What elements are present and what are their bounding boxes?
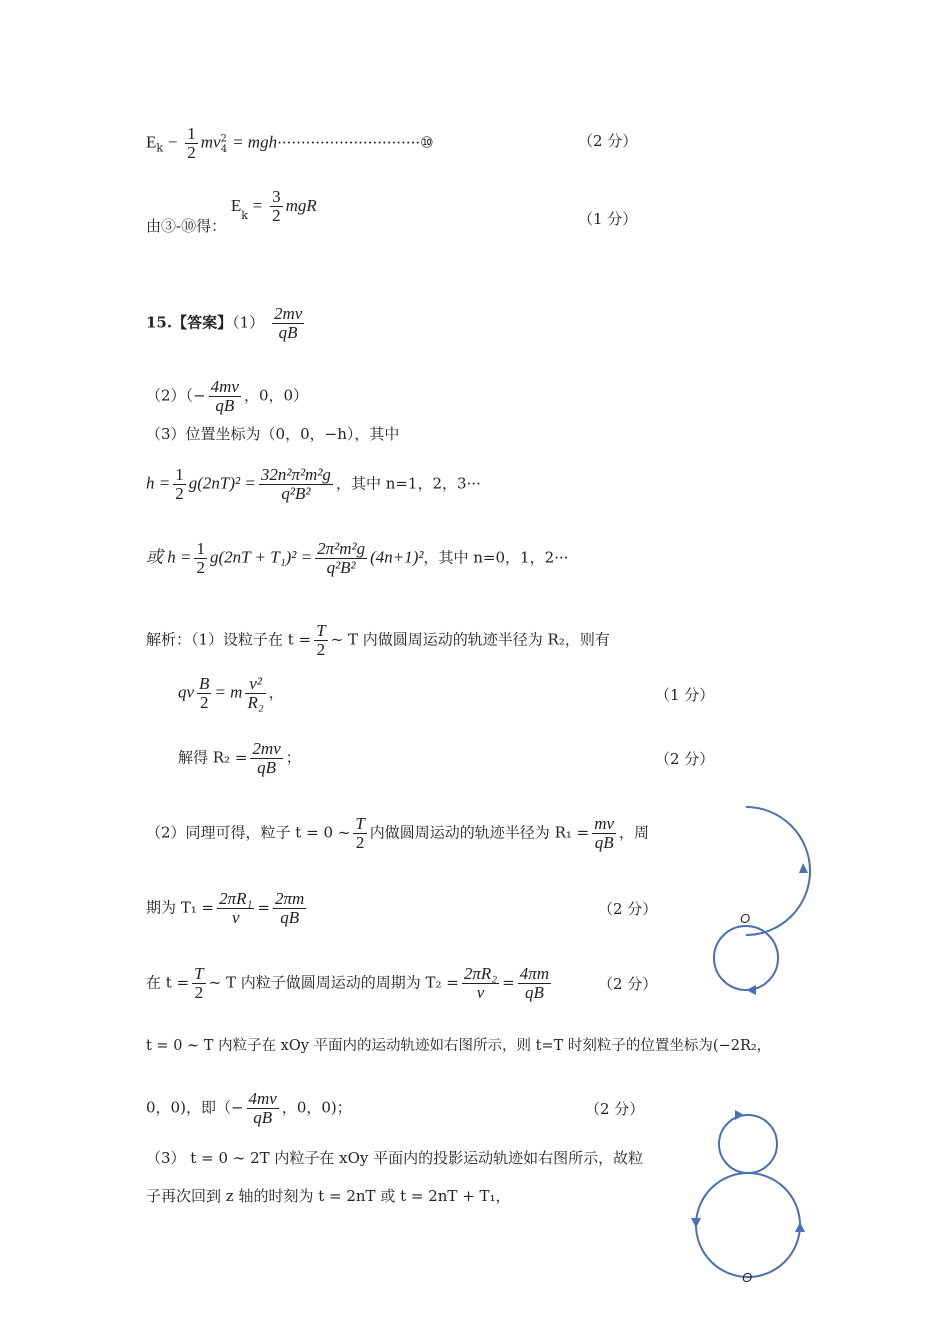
bottom-large-circle (696, 1173, 800, 1277)
arrow-left (691, 1218, 701, 1228)
analysis-eq1: qv $\frac{B}{2}$ = m $\frac{\text{v²}}{\text{R₂}}$ ， (178, 674, 284, 712)
q15-answer-part3: （3）位置坐标为（0，0，−h），其中 (146, 425, 400, 443)
h-formula-2: 或 h = $\frac{1}{2}$ g(2nT + T₁)² = $\frac{\text{2π²m²g}}{\text{q²B²}}$ (4n+1)²，其中 n=0，1，2··· (146, 539, 569, 577)
t1-score: （2 分） (598, 900, 658, 918)
period-t2: 在 t = $\frac{T}{2}$ ~ T 内粒子做圆周运动的周期为 T₂ = $\frac{\text{2πR₂}}{v}$ = $\frac{4\pi m}{qB}$ (146, 964, 550, 1002)
t2-score: （2 分） (598, 975, 658, 993)
origin-label-1: O (740, 911, 751, 926)
trajectory-figure-2 (680, 1110, 820, 1290)
period-t1: 期为 T₁ = $\frac{\text{2πR₁}}{v}$ = $\frac{2\pi m}{qB}$ (146, 889, 305, 927)
top-small-circle (719, 1115, 777, 1173)
q15-answer-part2: （2）（− $\frac{4mv}{qB}$ ，0，0） (146, 377, 309, 415)
trajectory-figure-1 (700, 795, 840, 1005)
arrow-right (795, 1222, 805, 1232)
energy-equation: $E_k$ − $\frac{1}{2}$ $mv^2_4$ = mgh······························⑩ (146, 124, 434, 162)
energy-score: （2 分） (578, 132, 638, 150)
analysis-part2: （2）同理可得，粒子 t = 0 ~ $\frac{T}{2}$ 内做圆周运动的轨迹半径为 R₁ = $\frac{mv}{qB}$ ，周 (146, 814, 650, 852)
eq1-score: （1 分） (655, 686, 715, 704)
position-line: t = 0 ~ T 内粒子在 xOy 平面内的运动轨迹如右图所示，则 t=T 时刻粒子的位置坐标为(−2R₂， (146, 1038, 772, 1054)
h-formula-1: h = $\frac{1}{2}$ g(2nT)² = $\frac{\text{32n²π²m²g}}{\text{q²B²}}$ ，其中 n=1，2，3··· (146, 465, 481, 503)
question-number: 15. (146, 313, 173, 332)
position-line2: 0，0)，即（− $\frac{4mv}{qB}$ ，0，0)； (146, 1089, 352, 1127)
part3-line1: （3） t = 0 ~ 2T 内粒子在 xOy 平面内的投影运动轨迹如右图所示，故粒 (146, 1149, 644, 1167)
analysis-eq2: 解得 R₂ = $\frac{2mv}{qB}$ ； (178, 739, 301, 777)
result-score: （1 分） (578, 210, 638, 228)
pos2-score: （2 分） (585, 1100, 645, 1118)
part3-line2: 子再次回到 z 轴的时刻为 t = 2nT 或 t = 2nT + T₁， (146, 1187, 511, 1205)
analysis-line1: 解析：（1）设粒子在 t = $\frac{T}{2}$ ~ T 内做圆周运动的轨迹半径为 R₂，则有 (146, 621, 610, 659)
arrow-top (735, 1110, 744, 1120)
arrow-small (746, 985, 756, 995)
result-line: 由③-⑩得： $E_k$ = $\frac{3}{2}$ mgR (146, 187, 317, 235)
eq2-score: （2 分） (655, 750, 715, 768)
origin-label-2: O (742, 1270, 753, 1285)
arrow-large (799, 863, 808, 873)
q15-answer-part1: 15.【答案】（1） $\frac{2mv}{qB}$ (146, 304, 303, 342)
fraction: $\frac{1}{2}$ (187, 124, 196, 162)
